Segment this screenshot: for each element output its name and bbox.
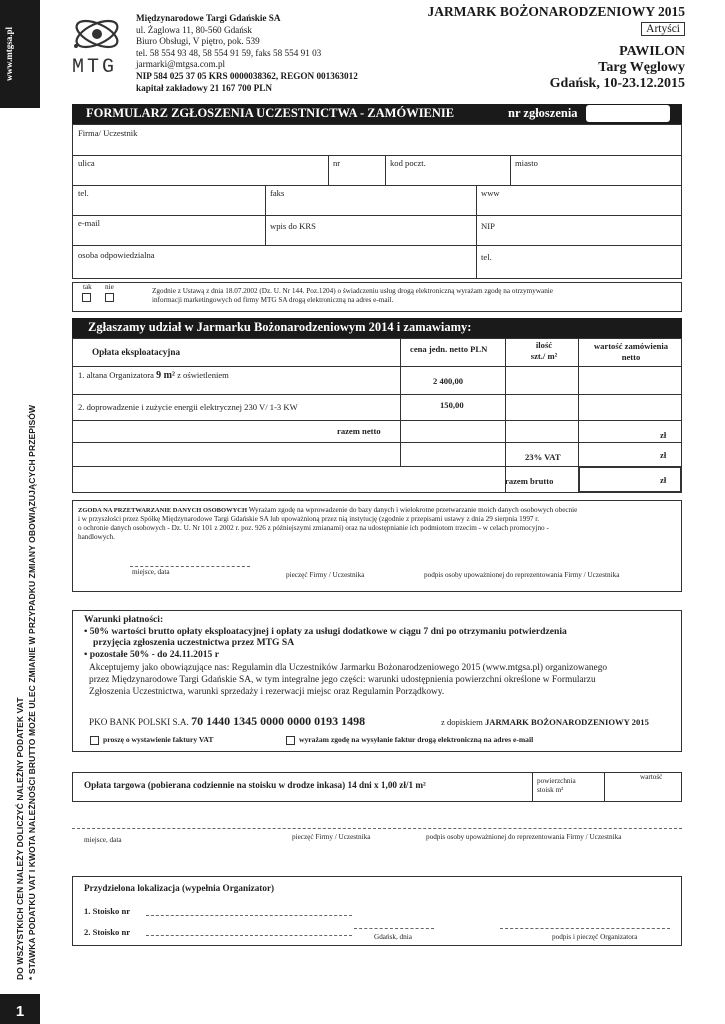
email-field[interactable]: e-mail bbox=[78, 218, 100, 228]
nip-field[interactable]: NIP bbox=[481, 221, 495, 231]
transfer-note-title: JARMARK BOŻONARODZENIOWY 2015 bbox=[484, 717, 649, 727]
company-capital: kapitał zakładowy 21 167 700 PLN bbox=[136, 82, 273, 93]
pavilion-label: PAWILON bbox=[619, 44, 685, 59]
acceptance-line3: Zgłoszenia Uczestnictwa, warunki sprzedaży i rezerwacji miejsc oraz Regulamin Porządkowy. bbox=[89, 687, 445, 698]
vat-note-line2: * STAWKA PODATKU VAT I KWOTA NALEŻNOŚCI BRUTTO MOŻE ULEC ZMIANIE W PRZYPADKU ZMIANY OBOWIĄZUJĄCYCH PRZEPISÓW bbox=[27, 404, 37, 980]
order-title: Zgłaszamy udział w Jarmarku Bożonarodzeniowym 2014 i zamawiamy: bbox=[88, 320, 472, 334]
sign-place-date: miejsce, data bbox=[84, 836, 122, 844]
bank-account: 70 1440 1345 0000 0000 0193 1498 bbox=[191, 714, 366, 728]
sign-signature: podpis osoby upoważnionej do reprezentowania Firmy / Uczestnika bbox=[426, 833, 622, 841]
currency-gross: zł bbox=[660, 475, 667, 485]
contact-person-field[interactable]: osoba odpowiedzialna bbox=[78, 250, 155, 260]
transfer-note bbox=[441, 717, 649, 727]
arbour-price: 2 400,00 bbox=[433, 376, 464, 386]
acceptance-line2: przez Międzynarodowe Targi Gdańskie SA, w tym integralne jego części: warunki udostępnienia powierzchni określone w Formularzu bbox=[89, 675, 596, 686]
category-badge: Artyści bbox=[641, 22, 685, 36]
city-field[interactable]: miasto bbox=[515, 158, 538, 168]
logo-text: MTG bbox=[72, 56, 118, 79]
www-field[interactable]: www bbox=[481, 188, 500, 198]
vat-note-line1: DO WSZYSTKICH CEN NALEŻY DOLICZYĆ NALEŻNY PODATEK VAT bbox=[15, 697, 25, 980]
gdpr-line4: handlowych. bbox=[78, 533, 115, 541]
arbour-label: 1. altana Organizatora bbox=[78, 370, 157, 380]
col-value-line2: netto bbox=[621, 352, 641, 362]
consent-no-label: nie bbox=[105, 283, 114, 291]
area-line2: stoisk m² bbox=[537, 786, 564, 794]
gdpr-place-date: miejsce, data bbox=[132, 568, 170, 576]
bank-name: PKO BANK POLSKI S.A. bbox=[89, 717, 189, 727]
arbour-size: 9 m² bbox=[156, 370, 175, 381]
stand2-input[interactable] bbox=[146, 935, 352, 936]
vat-invoice-checkbox[interactable] bbox=[90, 736, 99, 745]
col-qty-line1: ilość bbox=[535, 340, 553, 350]
pavilion-info bbox=[550, 44, 685, 92]
currency-net: zł bbox=[660, 430, 667, 440]
acceptance-line1: Akceptujemy jako obowiązujące nas: Regulamin dla Uczestników Jarmarku Bożonarodzeniowego 2015 (www.mtgsa.pl) organizowanego bbox=[89, 663, 608, 673]
consent-yes-label: tak bbox=[83, 283, 92, 291]
gdpr-heading: ZGODA NA PRZETWARZANIE DANYCH OSOBOWYCH bbox=[78, 507, 248, 514]
consent-yes-checkbox[interactable] bbox=[82, 293, 91, 302]
arbour-suffix: z oświetleniem bbox=[174, 370, 229, 380]
transfer-note-prefix: z dopiskiem bbox=[441, 717, 483, 727]
website-url: www.mtgsa.pl bbox=[4, 27, 14, 82]
acceptance-text bbox=[89, 662, 669, 699]
payment-bullet1: • 50% wartości brutto opłaty eksploatacyjnej i opłaty za usługi dodatkowe w ciągu 7 dni po otrzymaniu potwierdzenia bbox=[84, 625, 567, 637]
street-field[interactable]: ulica bbox=[78, 158, 95, 168]
form-title: FORMULARZ ZGŁOSZENIA UCZESTNICTWA - ZAMÓWIENIE bbox=[86, 106, 455, 120]
e-invoice-label: wyrażam zgodę na wysyłanie faktur drogą elektroniczną na adres e-mail bbox=[299, 735, 534, 744]
page-number: 1 bbox=[0, 1000, 40, 1024]
company-nip: NIP 584 025 37 05 KRS 0000038362, REGON 001363012 bbox=[136, 70, 358, 81]
organizer-signature: podpis i pieczęć Organizatora bbox=[552, 933, 638, 941]
company-address2: Biuro Obsługi, V piętro, pok. 539 bbox=[136, 36, 260, 47]
payment-bullet2: • pozostałe 50% - do 24.11.2015 r bbox=[84, 648, 220, 660]
col-value bbox=[582, 341, 680, 363]
e-invoice-checkbox[interactable] bbox=[286, 736, 295, 745]
stand1-label: 1. Stoisko nr bbox=[84, 906, 131, 916]
order-row-arbour bbox=[78, 370, 229, 381]
stand2-label: 2. Stoisko nr bbox=[84, 927, 131, 937]
vat-invoice-label: proszę o wystawienie faktury VAT bbox=[103, 735, 214, 744]
company-phones: tel. 58 554 93 48, 58 554 91 59, faks 58 554 91 03 bbox=[136, 47, 322, 58]
nr-label: nr zgłoszenia bbox=[508, 106, 578, 120]
gdpr-signature: podpis osoby upoważnionej do reprezentowania Firmy / Uczestnika bbox=[424, 571, 620, 579]
event-place-date: Gdańsk, 10-23.12.2015 bbox=[549, 76, 685, 91]
company-name: Międzynarodowe Targi Gdańskie SA bbox=[136, 13, 281, 23]
col-qty bbox=[510, 340, 578, 362]
event-title: JARMARK BOŻONARODZENIOWY 2015 bbox=[427, 4, 685, 19]
gdpr-line2: i w przyszłości przez Spółkę Międzynarodowe Targi Gdańskie SA lub upoważnioną przez nią instytucję (zgodnie z przepisami ustawy z dnia 29 sierpnia 1997 r. bbox=[78, 515, 540, 523]
fax-field[interactable]: faks bbox=[270, 188, 285, 198]
payment-bullets bbox=[84, 614, 567, 660]
trade-fee-value[interactable]: wartość bbox=[640, 773, 663, 781]
location-place: Gdańsk, dnia bbox=[374, 933, 412, 941]
area-line1: powierzchnia bbox=[537, 777, 576, 785]
col-qty-line2: szt./ m² bbox=[530, 351, 558, 361]
company-info bbox=[136, 13, 358, 94]
payment-bullet1-cont: przyjęcia zgłoszenia uczestnictwa przez MTG SA bbox=[93, 637, 295, 648]
col-price: cena jedn. netto PLN bbox=[410, 344, 488, 354]
company-address1: ul. Żaglowa 11, 80-560 Gdańsk bbox=[136, 24, 253, 35]
stand1-input[interactable] bbox=[146, 915, 352, 916]
gross-total-label: razem brutto bbox=[505, 476, 554, 486]
location-heading: Przydzielona lokalizacja (wypełnia Organizator) bbox=[84, 883, 275, 893]
krs-field[interactable]: wpis do KRS bbox=[270, 221, 316, 231]
contact-phone-field[interactable]: tel. bbox=[481, 252, 492, 262]
net-total-label: razem netto bbox=[337, 426, 381, 436]
gross-total-input[interactable] bbox=[578, 466, 682, 493]
trade-fee-area[interactable] bbox=[537, 777, 576, 795]
payment-heading: Warunki płatności: bbox=[84, 614, 164, 625]
energy-price: 150,00 bbox=[440, 400, 464, 410]
phone-field[interactable]: tel. bbox=[78, 188, 89, 198]
consent-text bbox=[152, 287, 553, 305]
pavilion-name: Targ Węglowy bbox=[598, 60, 685, 75]
sign-stamp: pieczęć Firmy / Uczestnika bbox=[292, 833, 371, 841]
vat-label: 23% VAT bbox=[525, 452, 561, 462]
postcode-field[interactable]: kod poczt. bbox=[390, 158, 426, 168]
currency-vat: zł bbox=[660, 450, 667, 460]
contact-form bbox=[72, 124, 682, 279]
trade-fee-label: Opłata targowa (pobierana codziennie na stoisku w drodze inkasa) 14 dni x 1,00 zł/1 m² bbox=[84, 780, 426, 790]
bank-info bbox=[89, 714, 365, 729]
nr-input[interactable] bbox=[586, 105, 670, 122]
order-row-energy: 2. doprowadzenie i zużycie energii elektrycznej 230 V/ 1-3 KW bbox=[78, 402, 298, 412]
col-value-line1: wartość zamówienia bbox=[593, 341, 669, 351]
order-title-bar bbox=[72, 318, 682, 338]
consent-no-checkbox[interactable] bbox=[105, 293, 114, 302]
street-number-field[interactable]: nr bbox=[333, 158, 341, 168]
firm-field[interactable]: Firma/ Uczestnik bbox=[78, 128, 138, 138]
company-email: jarmarki@mtgsa.com.pl bbox=[136, 59, 226, 70]
consent-line1: Zgodnie z Ustawą z dnia 18.07.2002 (Dz. U. Nr 144. Poz.1204) o świadczeniu usług drogą elektroniczną wyrażam zgodę na otrzymywanie bbox=[152, 287, 553, 295]
gdpr-text bbox=[78, 506, 678, 542]
consent-line2: informacji marketingowych od firmy MTG SA drogą elektroniczną na adres e-mail. bbox=[152, 296, 394, 304]
gdpr-line3: o ochronie danych osobowych - Dz. U. Nr 101 z 2002 r. poz. 926 z późniejszymi zmianami) oraz na udostępnianie ich podmiotom trzecim - w celach promocyjno - bbox=[78, 524, 549, 532]
col-fee: Opłata eksploatacyjna bbox=[92, 347, 181, 357]
gdpr-line1: Wyrażam zgodę na wprowadzenie do bazy danych i wielokrotne przetwarzanie moich danych osobowych obecnie bbox=[247, 506, 578, 514]
gdpr-stamp: pieczęć Firmy / Uczestnika bbox=[286, 571, 365, 579]
vat-note bbox=[14, 340, 54, 980]
